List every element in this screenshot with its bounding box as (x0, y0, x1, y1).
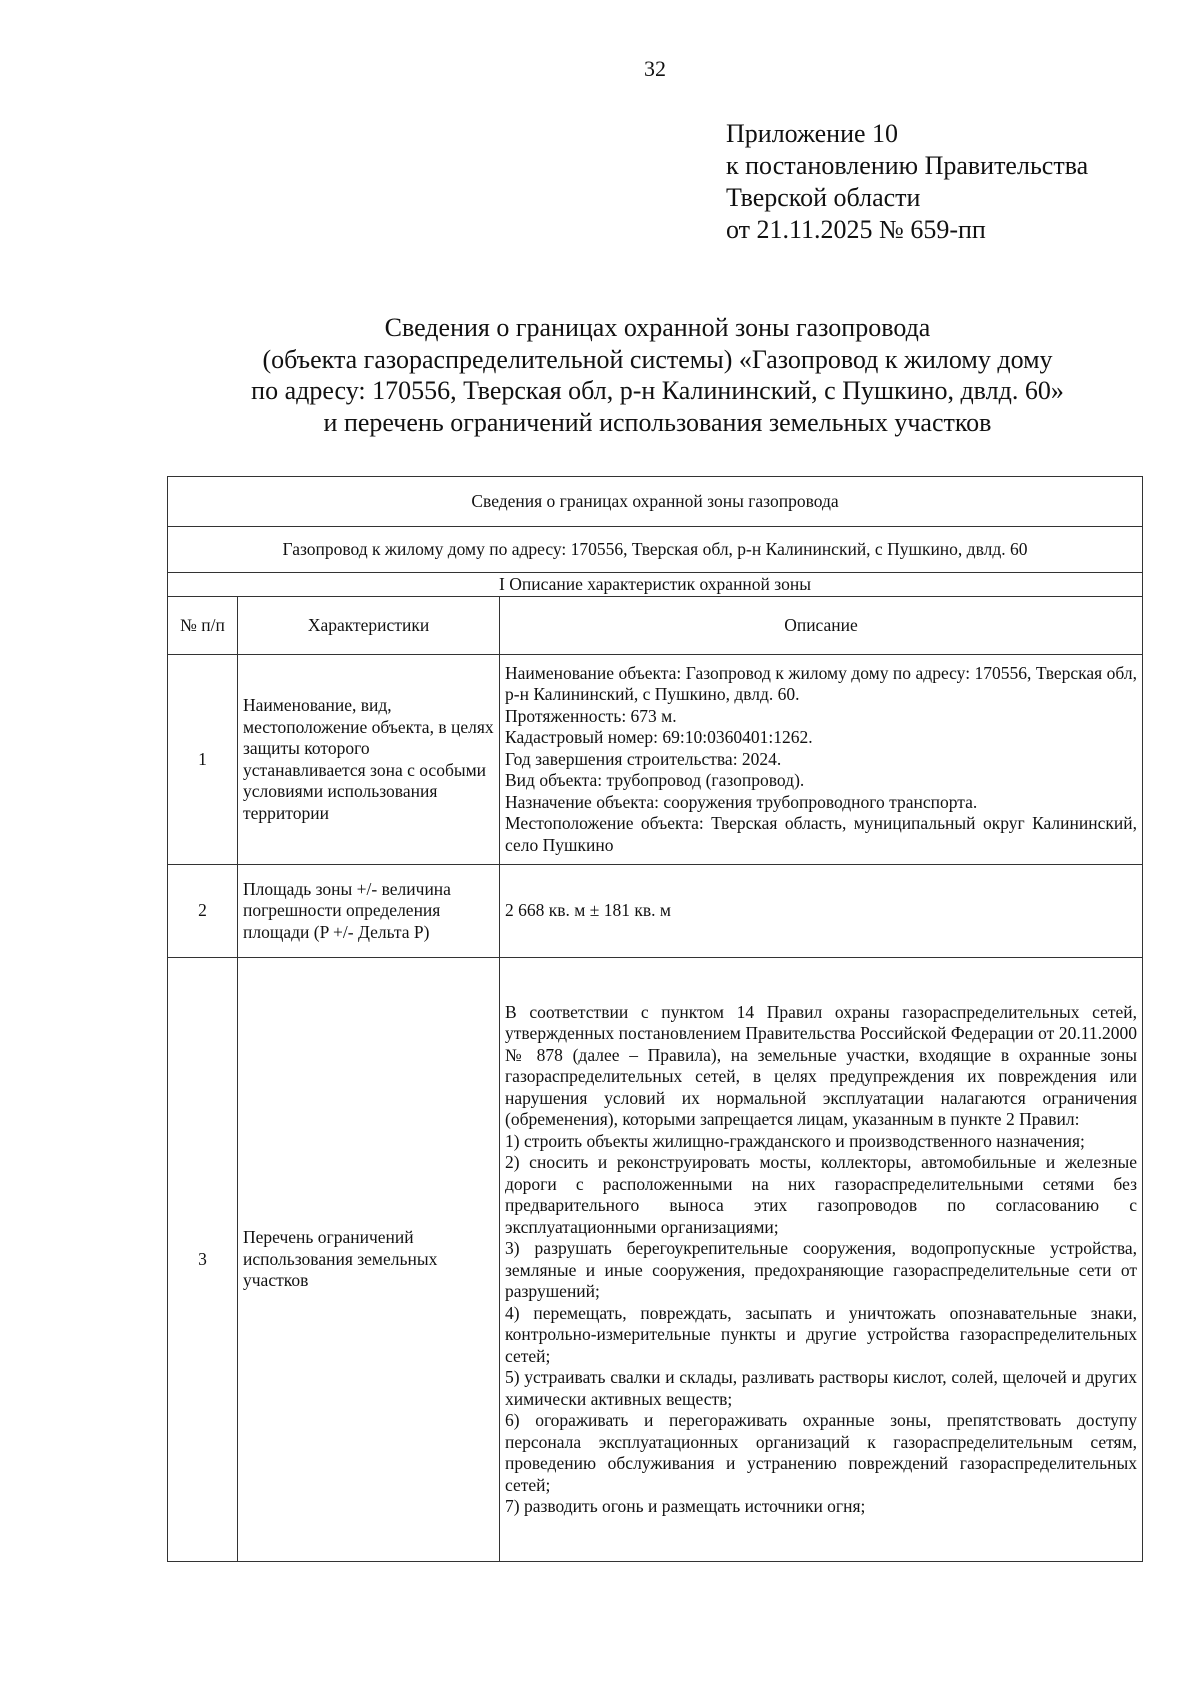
column-header-description: Описание (500, 597, 1143, 655)
appendix-line: Тверской области (726, 183, 921, 212)
row-number: 1 (168, 655, 238, 865)
row-description (500, 865, 1143, 958)
table-header: Сведения о границах охранной зоны газопровода (168, 477, 1143, 527)
column-header-row (168, 597, 1143, 655)
description-line: Вид объекта: трубопровод (газопровод). (505, 770, 805, 791)
title-line: по адресу: 170556, Тверская обл, р-н Калининский, с Пушкино, двлд. 60» (251, 376, 1064, 405)
appendix-line: к постановлению Правительства (726, 151, 1089, 180)
appendix-line: Приложение 10 (726, 119, 899, 148)
table-header-row (168, 527, 1143, 573)
table-row (168, 958, 1143, 1562)
table-row (168, 655, 1143, 865)
title-line: и перечень ограничений использования земельных участков (323, 407, 992, 437)
restriction-item: 1) строить объекты жилищно-гражданского и производственного назначения; (505, 1130, 1085, 1151)
row-description (500, 958, 1143, 1562)
description-line: Год завершения строительства: 2024. (505, 748, 782, 769)
description-line: 2 668 кв. м ± 181 кв. м (505, 900, 671, 921)
appendix-line: от 21.11.2025 № 659-пп (726, 215, 986, 244)
page-number: 32 (644, 56, 666, 81)
row-characteristic: Площадь зоны +/- величина погрешности определения площади (P +/- Дельта P) (238, 865, 500, 958)
row-number: 2 (168, 865, 238, 958)
restriction-item: 4) перемещать, повреждать, засыпать и уничтожать опознавательные знаки, контрольно-измерительные пункты и другие устройства газораспределительных сетей; (505, 1302, 1138, 1366)
description-paragraph: В соответствии с пунктом 14 Правил охраны газораспределительных сетей, утвержденных постановлением Правительства Российской Федерации от 20.11.2000 № 878 (далее – Правила), на земельные участки, входящие в охранные зоны газораспределительных сетей, в целях предупреждения их повреждения или нарушения условий их нормальной эксплуатации налагаются ограничения (обременения), которыми запрещается лицам, указанным в пункте 2 Правил: (505, 1001, 1138, 1129)
description-line: Наименование объекта: Газопровод к жилому дому по адресу: 170556, Тверская обл, р-н Калининский, с Пушкино, двлд. 60. (505, 662, 1138, 705)
appendix-header (726, 118, 1088, 246)
restriction-item: 2) сносить и реконструировать мосты, коллекторы, автомобильные и железные дороги с расположенными на них газораспределительными сетями без предварительного выноса этих газопроводов по согласованию с эксплуатационными организациями; (505, 1152, 1138, 1237)
column-header-number: № п/п (168, 597, 238, 655)
section-header: I Описание характеристик охранной зоны (168, 573, 1143, 597)
table-row (168, 865, 1143, 958)
protection-zone-table (167, 476, 1143, 1562)
table-header-row (168, 477, 1143, 527)
row-characteristic: Перечень ограничений использования земельных участков (238, 958, 500, 1562)
object-name-header: Газопровод к жилому дому по адресу: 170556, Тверская обл, р-н Калининский, с Пушкино, двлд. 60 (168, 527, 1143, 573)
row-description (500, 655, 1143, 865)
row-characteristic: Наименование, вид, местоположение объекта, в целях защиты которого устанавливается зона с особыми условиями использования территории (238, 655, 500, 865)
restriction-item: 3) разрушать берегоукрепительные сооружения, водопропускные устройства, земляные и иные сооружения, предохраняющие газораспределительные сети от разрушений; (505, 1238, 1138, 1301)
restriction-item: 7) разводить огонь и размещать источники огня; (505, 1496, 866, 1516)
table-section-row (168, 573, 1143, 597)
restriction-item: 5) устраивать свалки и склады, разливать растворы кислот, солей, щелочей и других химически активных веществ; (505, 1367, 1138, 1409)
restriction-item: 6) огораживать и перегораживать охранные зоны, препятствовать доступу персонала эксплуатационных организаций к газораспределительным сетям, проведению обслуживания и устранению повреждений газораспределительных сетей; (505, 1410, 1138, 1495)
row-number: 3 (168, 958, 238, 1562)
title-line: (объекта газораспределительной системы) «Газопровод к жилому дому (262, 344, 1053, 374)
description-line: Протяженность: 673 м. (505, 705, 677, 726)
description-line: Назначение объекта: сооружения трубопроводного транспорта. (505, 791, 978, 812)
description-line: Местоположение объекта: Тверская область, муниципальный округ Калининский, село Пушкино (505, 813, 1138, 855)
title-line: Сведения о границах охранной зоны газопровода (384, 313, 931, 342)
column-header-characteristics: Характеристики (238, 597, 500, 655)
description-line: Кадастровый номер: 69:10:0360401:1262. (505, 727, 813, 748)
document-title (120, 312, 1195, 438)
